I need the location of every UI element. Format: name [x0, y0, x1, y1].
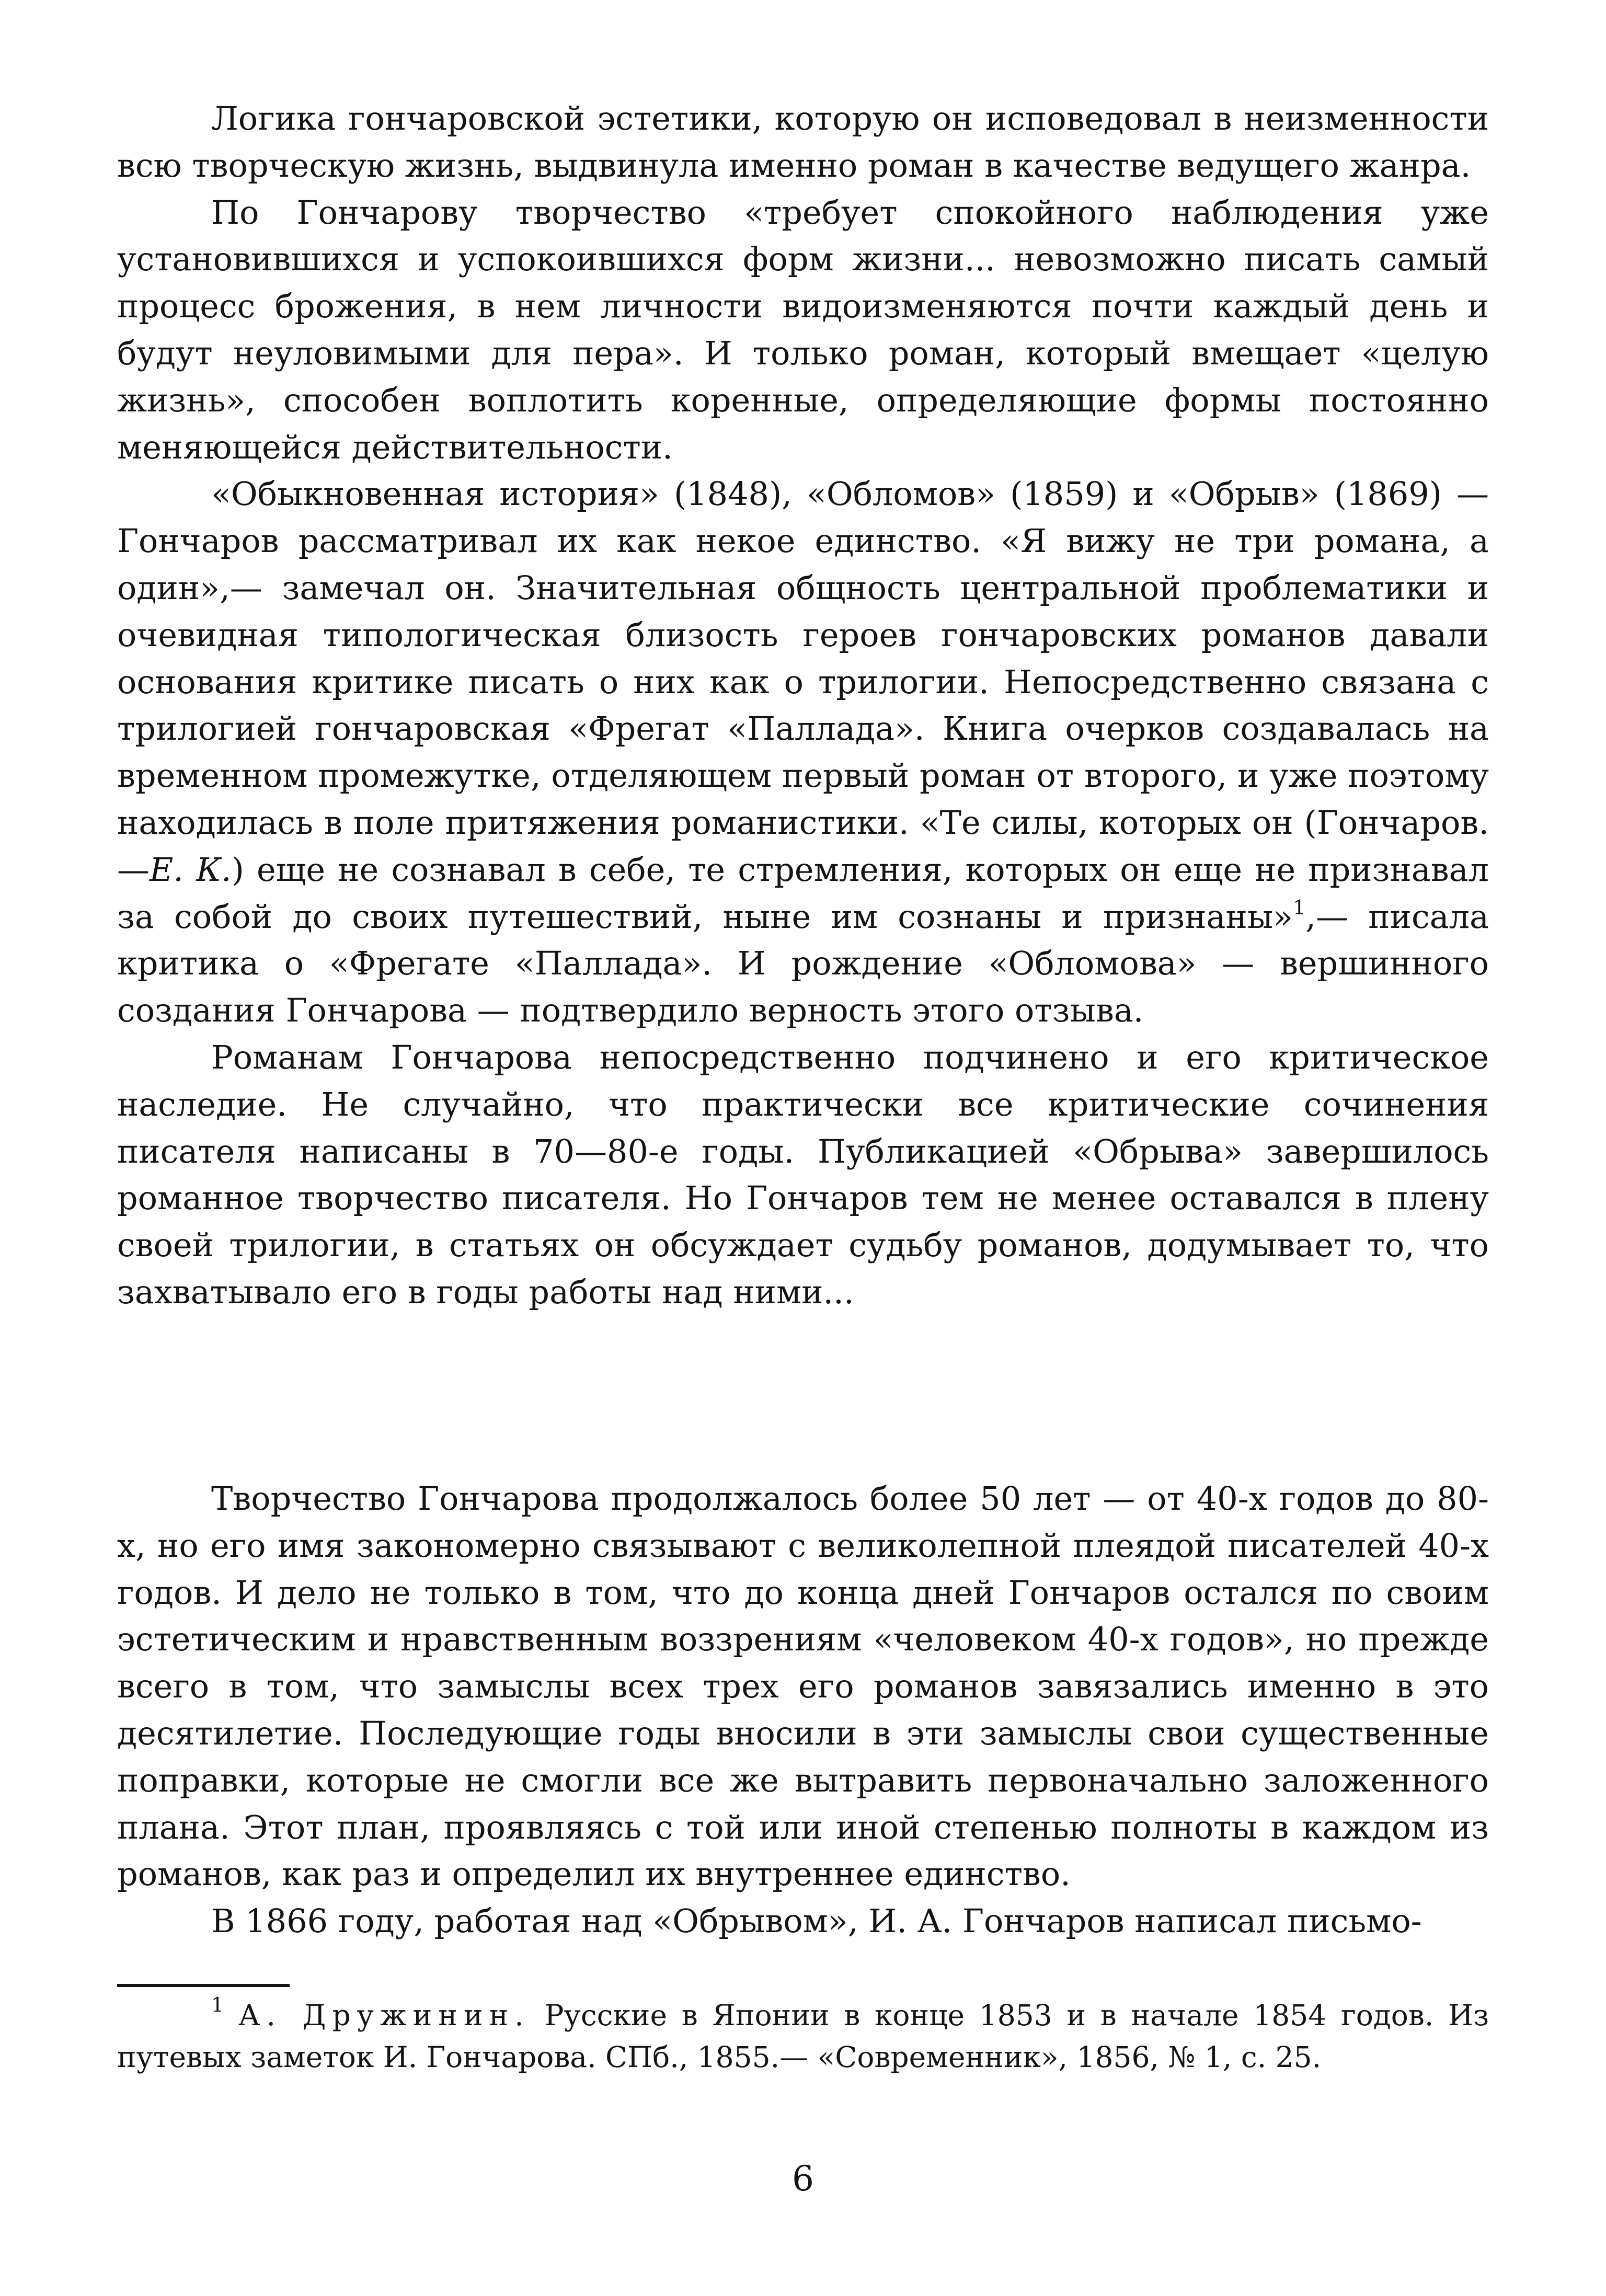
paragraph-text: ) еще не сознавал в себе, те стремления, которых он еще не признавал за собой до своих путешествий, ныне им сознаны и признаны» [117, 850, 1489, 936]
footnote-text: Русские в Японии в конце 1853 и в начале 1854 годов. Из путевых заметок И. Гончарова. СПб., 1855.— «Современник», 1856, № 1, с. 25. [117, 1999, 1489, 2074]
author-initials: Е. К. [150, 850, 232, 889]
footnote-divider [117, 1984, 290, 1987]
page-number: 6 [792, 2159, 814, 2199]
paragraph-with-footnote-ref [117, 470, 1489, 1034]
paragraph: Творчество Гончарова продолжалось более 50 лет — от 40-х годов до 80-х, но его имя закономерно связывают с великолепной плеядой писателей 40-х годов. И дело не только в том, что до конца дней Гончаров остался по своим эстетическим и нравственным воззрениям «человеком 40-х годов», но прежде всего в том, что замыслы всех трех его романов завязались именно в это десятилетие. Последующие годы вносили в эти замыслы свои существенные поправки, которые не смогли все же вытравить первоначально заложенного плана. Этот план, проявляясь с той или иной степенью полноты в каждом из романов, как раз и определил их внутреннее единство. [117, 1479, 1489, 1893]
footnote-author: А. Дружинин. [238, 1999, 530, 2032]
text-section-1 [117, 95, 1489, 1316]
paragraph: По Гончарову творчество «требует спокойного наблюдения уже установившихся и успокоившихся форм жизни... невозможно писать самый процесс брожения, в нем личности видоизменяются почти каждый день и будут неуловимыми для пера». И только роман, который вмещает «целую жизнь», способен воплотить коренные, определяющие формы постоянно меняющейся действительности. [117, 193, 1489, 466]
text-section-2 [117, 1475, 1489, 1945]
paragraph-text: ,— писала критика о «Фрегате «Паллада». И рождение «Обломова» — вершинного создания Гончарова — подтвердило верность этого отзыва. [117, 897, 1489, 1030]
paragraph-text: «Обыкновенная история» (1848), «Обломов» (1859) и «Обрыв» (1869) — Гончаров рассматривал их как некое единство. «Я вижу не три романа, а один»,— замечал он. Значительная общность центральной проблематики и очевидная типологическая близость героев гончаровских романов давали основания критике писать о них как о трилогии. Непосредственно связана с трилогией гончаровская «Фрегат «Паллада». Книга очерков создавалась на временном промежутке, отделяющем первый роман от второго, и уже поэтому находилась в поле притяжения романистики. «Те силы, которых он (Гончаров.— [117, 475, 1489, 889]
footnote-marker: 1 [211, 1993, 224, 2016]
footnote-reference[interactable]: 1 [1293, 896, 1306, 919]
paragraph: Романам Гончарова непосредственно подчинено и его критическое наследие. Не случайно, что практически все критические сочинения писателя написаны в 70—80-е годы. Публикацией «Обрыва» завершилось романное творчество писателя. Но Гончаров тем не менее оставался в плену своей трилогии, в статьях он обсуждает судьбу романов, додумывает то, что захватывало его в годы работы над ними... [117, 1038, 1489, 1311]
footnote [117, 1994, 1489, 2078]
paragraph: В 1866 году, работая над «Обрывом», И. А. Гончаров написал письмо- [211, 1902, 1422, 1941]
paragraph: Логика гончаровской эстетики, которую он исповедовал в неизменности всю творческую жизнь, выдвинула именно роман в качестве ведущего жанра. [117, 99, 1489, 185]
